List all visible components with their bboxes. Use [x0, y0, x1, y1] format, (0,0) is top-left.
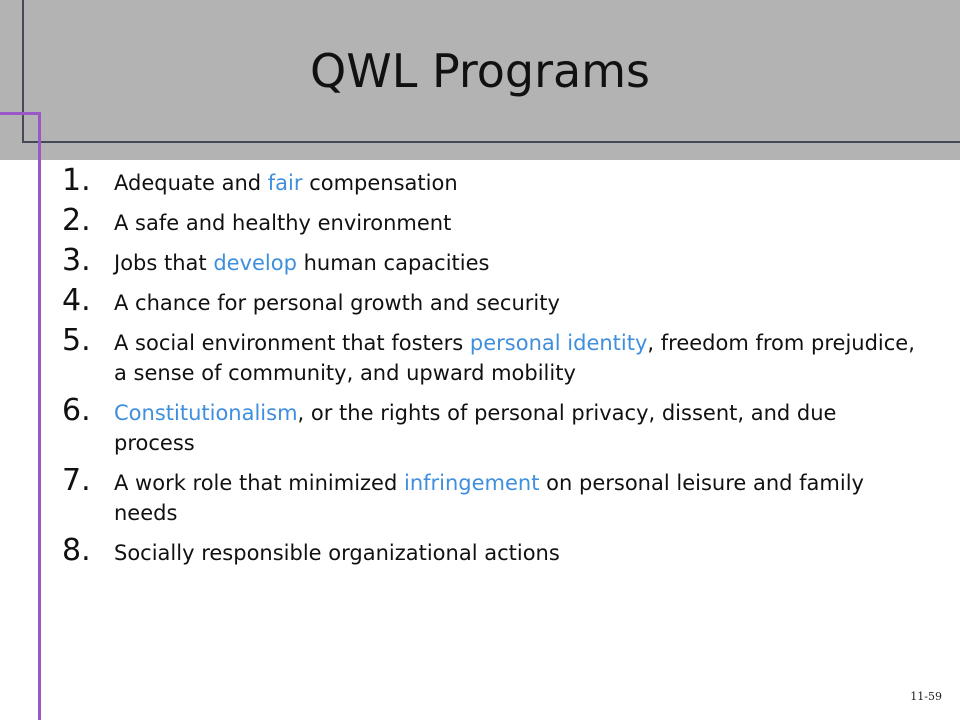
item-text	[114, 248, 922, 278]
item-text-segment: , freedom from prejudice, a sense of community, and upward mobility	[114, 331, 915, 385]
item-text-segment: Socially responsible organizational actions	[114, 541, 560, 565]
item-number: 1.	[62, 163, 91, 198]
item-text	[114, 468, 922, 528]
decorative-accent-line	[0, 112, 41, 115]
item-number: 7.	[62, 463, 91, 498]
item-text-segment: human capacities	[296, 251, 490, 275]
item-number: 6.	[62, 393, 91, 428]
list-item	[62, 283, 922, 318]
page-number: 11-59	[910, 690, 942, 703]
item-number: 5.	[62, 323, 91, 358]
item-text-segment: on personal leisure and family needs	[114, 471, 864, 525]
highlighted-term: fair	[267, 171, 303, 195]
item-number: 8.	[62, 533, 91, 568]
list-item	[62, 463, 922, 528]
highlighted-term: infringement	[403, 471, 540, 495]
decorative-accent-line	[38, 112, 41, 720]
item-text	[114, 398, 922, 458]
list-item	[62, 393, 922, 458]
highlighted-term: personal identity	[469, 331, 648, 355]
list-item	[62, 243, 922, 278]
item-text-segment: A work role that minimized	[114, 471, 404, 495]
item-number: 2.	[62, 203, 91, 238]
item-text	[114, 328, 922, 388]
item-text-segment: , or the rights of personal privacy, dissent, and due process	[114, 401, 837, 455]
item-number: 4.	[62, 283, 91, 318]
item-text-segment: A safe and healthy environment	[114, 211, 452, 235]
item-text-segment: Jobs that	[114, 251, 214, 275]
list-item	[62, 203, 922, 238]
item-text-segment: Adequate and	[114, 171, 268, 195]
item-text	[114, 288, 922, 318]
item-text-segment: A social environment that fosters	[114, 331, 470, 355]
slide-title: QWL Programs	[310, 44, 650, 98]
numbered-list	[62, 163, 922, 578]
highlighted-term: develop	[213, 251, 297, 275]
decorative-line	[22, 141, 960, 143]
item-number: 3.	[62, 243, 91, 278]
highlighted-term: Constitutionalism	[114, 401, 298, 425]
list-item	[62, 163, 922, 198]
list-item	[62, 533, 922, 568]
item-text	[114, 538, 922, 568]
item-text-segment: compensation	[302, 171, 458, 195]
item-text-segment: A chance for personal growth and security	[114, 291, 560, 315]
item-text	[114, 208, 922, 238]
list-item	[62, 323, 922, 388]
item-text	[114, 168, 922, 198]
